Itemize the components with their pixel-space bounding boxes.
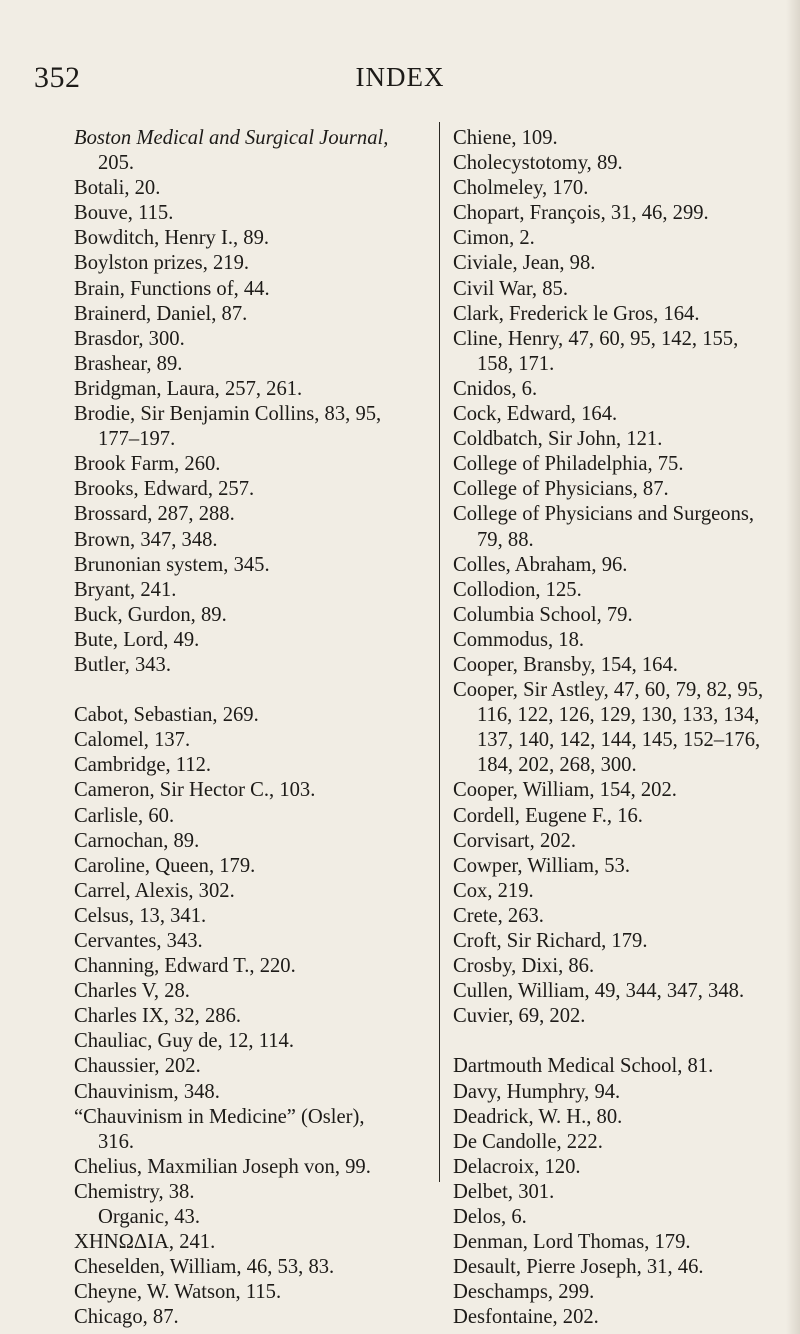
- index-entry: “Chauvinism in Medicine” (Osler),: [74, 1105, 365, 1128]
- index-entry: Cheyne, W. Watson, 115.: [74, 1281, 282, 1304]
- index-entry-continuation: 316.: [98, 1130, 135, 1153]
- index-entry: Collodion, 125.: [453, 578, 582, 601]
- index-entry: Desault, Pierre Joseph, 31, 46.: [453, 1256, 704, 1279]
- index-entry: Brainerd, Daniel, 87.: [74, 302, 248, 325]
- index-entry-continuation: 158, 171.: [477, 352, 555, 375]
- index-entry: Coldbatch, Sir John, 121.: [453, 428, 663, 451]
- index-entry: Chemistry, 38.: [74, 1180, 195, 1203]
- index-entry: Delbet, 301.: [453, 1180, 555, 1203]
- index-entry: Cheselden, William, 46, 53, 83.: [74, 1256, 335, 1279]
- index-entry: Charles V, 28.: [74, 980, 190, 1003]
- index-entry: Commodus, 18.: [453, 628, 585, 651]
- index-entry: College of Physicians, 87.: [453, 478, 669, 501]
- index-entry: ΧΗΝΩΔΙΑ, 241.: [74, 1231, 216, 1254]
- index-entry: Cooper, Sir Astley, 47, 60, 79, 82, 95,: [453, 679, 764, 702]
- index-entry: Deadrick, W. H., 80.: [453, 1105, 623, 1128]
- index-entry: Chaussier, 202.: [74, 1055, 201, 1078]
- column-divider: [439, 122, 440, 1182]
- section-gap: [74, 678, 446, 703]
- index-entry: Brook Farm, 260.: [74, 453, 221, 476]
- index-entry: Bouve, 115.: [74, 202, 174, 225]
- index-entry: Cameron, Sir Hector C., 103.: [74, 779, 316, 802]
- page-number: 352: [34, 61, 81, 94]
- index-entry: Chelius, Maxmilian Joseph von, 99.: [74, 1155, 371, 1178]
- index-entry: Brashear, 89.: [74, 352, 183, 375]
- index-entry: Cock, Edward, 164.: [453, 403, 618, 426]
- index-entry: Cox, 219.: [453, 879, 534, 902]
- index-entry: Boylston prizes, 219.: [74, 252, 250, 275]
- index-entry: Brooks, Edward, 257.: [74, 478, 255, 501]
- index-entry: Channing, Edward T., 220.: [74, 955, 296, 978]
- index-entry: Chicago, 87.: [74, 1306, 179, 1329]
- index-entry: Brown, 347, 348.: [74, 528, 218, 551]
- index-entry: Caroline, Queen, 179.: [74, 854, 256, 877]
- index-entry: Brain, Functions of, 44.: [74, 277, 270, 300]
- index-entry: Bute, Lord, 49.: [74, 628, 200, 651]
- index-entry: Crete, 263.: [453, 904, 544, 927]
- index-entry: Cambridge, 112.: [74, 754, 212, 777]
- index-entry-continuation: 116, 122, 126, 129, 130, 133, 134,: [477, 704, 760, 727]
- index-entry: Brasdor, 300.: [74, 327, 185, 350]
- index-entry-continuation: 79, 88.: [477, 528, 534, 551]
- index-column-right: [453, 126, 793, 1331]
- index-entry: Bryant, 241.: [74, 578, 177, 601]
- index-entry: Carnochan, 89.: [74, 829, 200, 852]
- index-entry: Bridgman, Laura, 257, 261.: [74, 377, 303, 400]
- index-entry: Cimon, 2.: [453, 227, 535, 250]
- index-entry: Carrel, Alexis, 302.: [74, 879, 235, 902]
- index-entry: Cuvier, 69, 202.: [453, 1005, 586, 1028]
- index-entry: Cervantes, 343.: [74, 930, 203, 952]
- index-entry: Cooper, Bransby, 154, 164.: [453, 653, 678, 676]
- index-entry: Cnidos, 6.: [453, 377, 538, 400]
- index-entry: Brossard, 287, 288.: [74, 503, 235, 526]
- index-entry: Deschamps, 299.: [453, 1281, 595, 1304]
- index-entry: Chiene, 109.: [453, 127, 558, 149]
- index-subentry: Organic, 43.: [98, 1206, 200, 1229]
- index-entry: Davy, Humphry, 94.: [453, 1080, 621, 1103]
- index-entry: Crosby, Dixi, 86.: [453, 955, 595, 978]
- index-entry: Chauvinism, 348.: [74, 1080, 220, 1103]
- page-edge-shadow: [786, 0, 800, 1334]
- index-entry: De Candolle, 222.: [453, 1130, 603, 1153]
- index-entry-continuation: 205.: [98, 152, 135, 175]
- index-entry: Civiale, Jean, 98.: [453, 252, 596, 275]
- index-entry: Clark, Frederick le Gros, 164.: [453, 302, 700, 325]
- index-entry: Cowper, William, 53.: [453, 854, 630, 877]
- index-entry: Croft, Sir Richard, 179.: [453, 930, 648, 952]
- index-entry: Chauliac, Guy de, 12, 114.: [74, 1030, 295, 1053]
- index-entry: Chopart, François, 31, 46, 299.: [453, 202, 709, 225]
- index-entry: Cordell, Eugene F., 16.: [453, 804, 643, 827]
- index-entry: Cholecystotomy, 89.: [453, 152, 623, 175]
- index-entry-continuation: 184, 202, 268, 300.: [477, 754, 637, 777]
- index-entry: Cullen, William, 49, 344, 347, 348.: [453, 980, 745, 1003]
- index-entry: Cabot, Sebastian, 269.: [74, 704, 259, 727]
- index-entry: Brodie, Sir Benjamin Collins, 83, 95,: [74, 403, 382, 426]
- index-entry: Cooper, William, 154, 202.: [453, 779, 677, 802]
- index-entry: College of Physicians and Surgeons,: [453, 503, 755, 526]
- index-entry: Cline, Henry, 47, 60, 95, 142, 155,: [453, 327, 739, 350]
- index-column-left: [74, 126, 446, 1331]
- index-entry: Carlisle, 60.: [74, 804, 175, 827]
- index-entry: Cholmeley, 170.: [453, 177, 589, 200]
- index-entry-continuation: 137, 140, 142, 144, 145, 152–176,: [477, 729, 761, 752]
- index-entry: Butler, 343.: [74, 653, 171, 676]
- index-entry: College of Philadelphia, 75.: [453, 453, 684, 476]
- running-head: INDEX: [355, 62, 445, 92]
- index-entry: Bowditch, Henry I., 89.: [74, 227, 270, 250]
- index-entry: Boston Medical and Surgical Journal,: [74, 127, 389, 149]
- index-entry: Colles, Abraham, 96.: [453, 553, 628, 576]
- index-entry: Desfontaine, 202.: [453, 1306, 599, 1329]
- index-entry: Buck, Gurdon, 89.: [74, 603, 227, 626]
- index-entry: Charles IX, 32, 286.: [74, 1005, 242, 1028]
- index-entry: Calomel, 137.: [74, 729, 191, 752]
- index-entry: Delos, 6.: [453, 1206, 527, 1229]
- index-entry: Celsus, 13, 341.: [74, 904, 207, 927]
- section-gap: [453, 1029, 793, 1054]
- index-entry: Civil War, 85.: [453, 277, 568, 300]
- index-entry: Brunonian system, 345.: [74, 553, 270, 576]
- index-entry: Botali, 20.: [74, 177, 161, 200]
- index-entry: Corvisart, 202.: [453, 829, 576, 852]
- index-entry-continuation: 177–197.: [98, 428, 176, 451]
- index-entry: Denman, Lord Thomas, 179.: [453, 1231, 691, 1254]
- index-entry: Delacroix, 120.: [453, 1155, 581, 1178]
- index-entry: Columbia School, 79.: [453, 603, 633, 626]
- index-entry: Dartmouth Medical School, 81.: [453, 1055, 714, 1078]
